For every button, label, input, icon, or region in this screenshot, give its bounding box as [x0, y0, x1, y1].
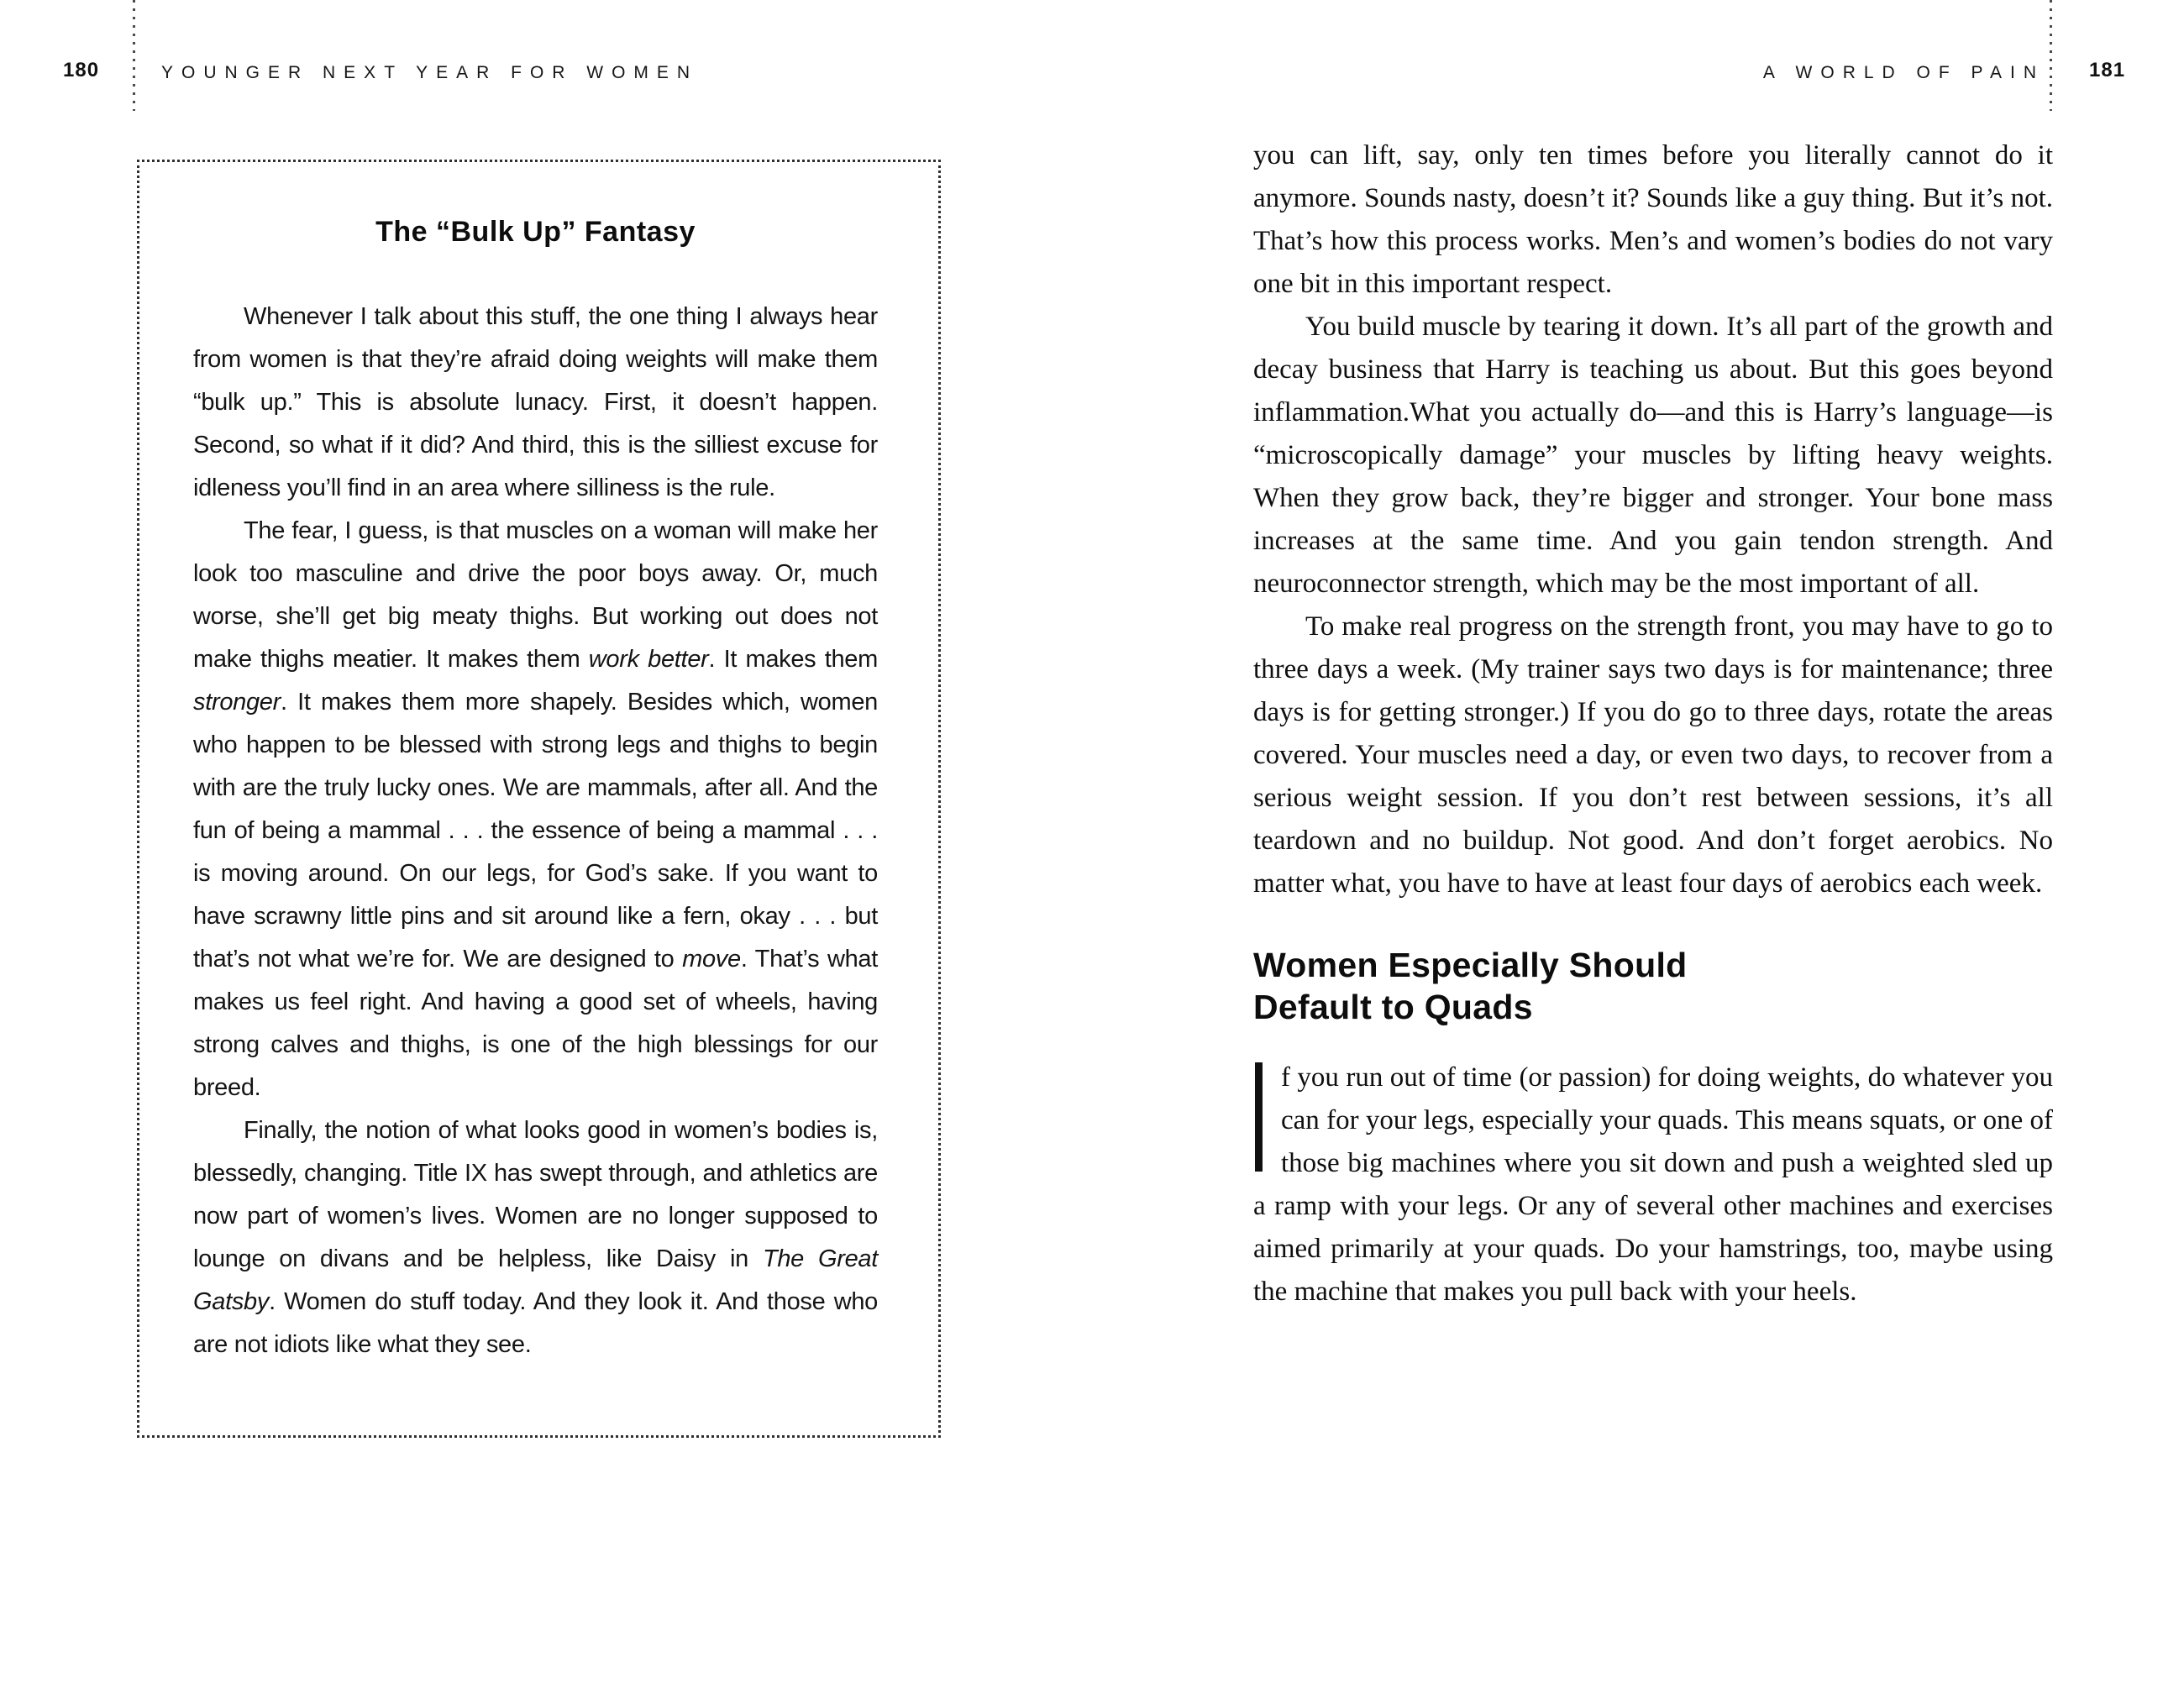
box-p2-text: . That’s what makes us feel right. And having a good set of wheels, having strong calves and thighs, is one of the high blessings for our breed.	[193, 946, 878, 1101]
right-header-dotted-rule	[2050, 0, 2052, 111]
box-p3-text: . Women do stuff today. And they look it. And those who are not idiots like what they see.	[193, 1288, 878, 1358]
box-p2-italic-stronger: stronger	[193, 689, 281, 716]
drop-cap-i	[1255, 1062, 1263, 1172]
section-heading	[1253, 944, 2053, 1028]
box-p3-text: Finally, the notion of what looks good in women’s bodies is, blessedly, changing. Title IX has swept through, and athletics are now part of women’s lives. Women are no longer supposed to lounge on divans and be helpless, like Daisy in	[193, 1117, 878, 1272]
left-page-number: 180	[63, 59, 100, 81]
bulk-up-fantasy-box	[137, 160, 941, 1438]
body-paragraph-3: To make real progress on the strength front, you may have to go to three days a week. (My trainer says two days is for maintenance; three days is for getting stronger.) If you do go to three days, rotate the areas covered. Your muscles need a day, or even two days, to recover from a serious weight session. If you don’t rest between sessions, it’s all teardown and no buildup. Not good. And don’t forget aerobics. No matter what, you have to have at least four days of aerobics each week.	[1253, 611, 2053, 899]
box-p2-text: The fear, I guess, is that muscles on a woman will make her look too masculine and drive the poor boys away. Or, much worse, she’ll get big meaty thighs. But working out does not make thighs meatier. It makes them	[193, 517, 878, 673]
left-running-header: YOUNGER NEXT YEAR FOR WOMEN	[161, 63, 699, 82]
body-paragraph-1: you can lift, say, only ten times before you literally cannot do it anymore. Sounds nasty, doesn’t it? Sounds like a guy thing. But it’s not. That’s how this process works. Men’s and women’s bodies do not vary one bit in this important respect.	[1253, 140, 2053, 299]
box-p2-italic-move: move	[682, 946, 741, 973]
box-paragraph-2	[193, 510, 878, 1109]
box-p2-text: . It makes them more shapely. Besides which, women who happen to be blessed with strong legs and thighs to begin with are the truly lucky ones. We are mammals, after all. And the fun of being a mammal . . . the essence of being a mammal . . . is moving around. On our legs, for God’s sake. If you want to have scrawny little pins and sit around like a fern, okay . . . but that’s not what we’re for. We are designed to	[193, 689, 878, 973]
box-p2-text: . It makes them	[708, 646, 878, 673]
right-running-header: A WORLD OF PAIN	[1762, 63, 2045, 82]
box-p3-italic-great-gatsby: The Great Gatsby	[193, 1245, 879, 1315]
right-page-column	[1253, 134, 2053, 1313]
body-paragraph-2: You build muscle by tearing it down. It’s all part of the growth and decay business that Harry is teaching us about. But this goes beyond inflammation.What you actually do—and this is Harry’s language—is “microscopically damage” your muscles by lifting heavy weights. When they grow back, they’re bigger and stronger. Your bone mass increases at the same time. And you gain tendon strength. And neuroconnector strength, which may be the most important of all.	[1253, 312, 2053, 599]
section-heading-line-2: Default to Quads	[1253, 988, 1533, 1026]
box-title: The “Bulk Up” Fantasy	[375, 216, 696, 248]
left-header-dotted-rule	[133, 0, 135, 111]
body-paragraph-4	[1253, 1056, 2053, 1313]
right-page-number: 181	[2089, 59, 2126, 81]
box-body	[193, 296, 878, 1366]
box-paragraph-3	[193, 1109, 878, 1366]
section-heading-line-1: Women Especially Should	[1253, 946, 1688, 984]
body-paragraph-4-text: f you run out of time (or passion) for doing weights, do whatever you can for your legs, especially your quads. This means squats, or one of those big machines where you sit down and push a weighted sled up a ramp with your legs. Or any of several other machines and exercises aimed primarily at your quads. Do your hamstrings, too, maybe using the machine that makes you pull back with your heels.	[1253, 1062, 2053, 1308]
box-paragraph-1: Whenever I talk about this stuff, the one thing I always hear from women is that they’re afraid doing weights will make them “bulk up.” This is absolute lunacy. First, it doesn’t happen. Second, so what if it did? And third, this is the silliest excuse for idleness you’ll find in an area where silliness is the rule.	[193, 303, 878, 501]
box-p2-italic-work-better: work better	[588, 646, 709, 673]
